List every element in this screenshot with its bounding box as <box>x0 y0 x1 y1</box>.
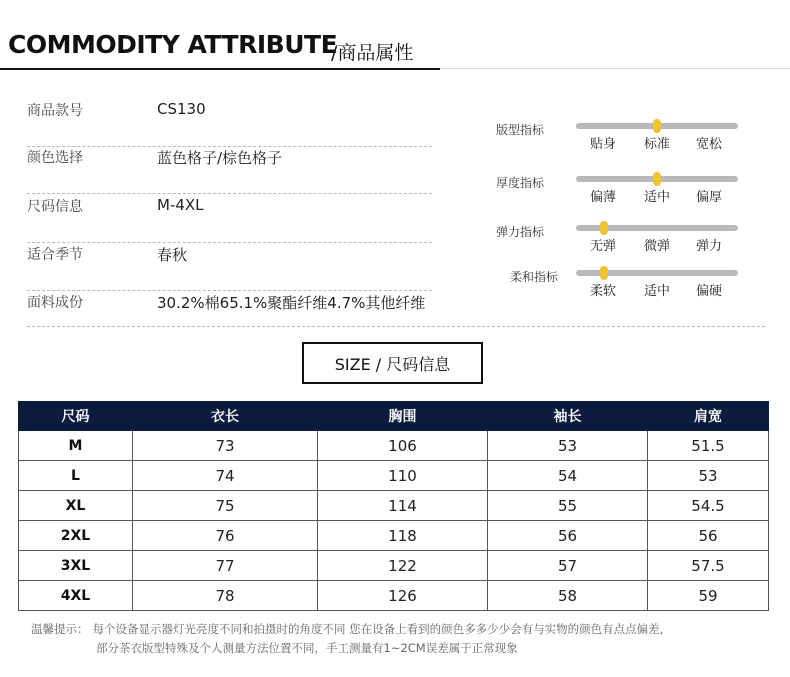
measurement-cell: 51.5 <box>648 431 769 461</box>
measurement-cell: 57.5 <box>648 551 769 581</box>
measurement-cell: 54 <box>488 461 648 491</box>
measurement-cell: 55 <box>488 491 648 521</box>
measurement-cell: 118 <box>318 521 488 551</box>
attribute-row <box>27 196 432 243</box>
title-underline <box>0 68 440 70</box>
measurement-cell: 53 <box>488 431 648 461</box>
measurement-cell: 53 <box>648 461 769 491</box>
attribute-value: M-4XL <box>157 196 204 214</box>
indicator-knob <box>653 172 661 186</box>
column-header: 袖长 <box>488 402 648 431</box>
indicator-option: 适中 <box>644 284 671 299</box>
size-cell: 4XL <box>19 581 133 611</box>
size-cell: 2XL <box>19 521 133 551</box>
attribute-label: 尺码信息 <box>27 199 83 215</box>
indicator-option: 偏硬 <box>696 284 723 299</box>
column-header: 衣长 <box>133 402 318 431</box>
size-cell: L <box>19 461 133 491</box>
measurement-cell: 77 <box>133 551 318 581</box>
measurement-cell: 110 <box>318 461 488 491</box>
size-section-title: SIZE / 尺码信息 <box>302 342 483 384</box>
tip-line-2: 部分茶衣版型特殊及个人测量方法位置不同，手工测量有1~2CM误差属于正常现象 <box>96 641 518 655</box>
attribute-label: 商品款号 <box>27 103 83 119</box>
column-header: 肩宽 <box>648 402 769 431</box>
measurement-cell: 73 <box>133 431 318 461</box>
column-header: 尺码 <box>19 402 133 431</box>
measurement-cell: 122 <box>318 551 488 581</box>
column-header: 胸围 <box>318 402 488 431</box>
measurement-cell: 78 <box>133 581 318 611</box>
table-row <box>19 521 769 551</box>
measurement-cell: 58 <box>488 581 648 611</box>
attribute-label: 面料成份 <box>27 295 83 311</box>
attribute-value: 蓝色格子/棕色格子 <box>157 149 283 167</box>
measurement-cell: 106 <box>318 431 488 461</box>
indicator-knob <box>653 119 661 133</box>
tip-text: 每个设备显示器灯光亮度不同和拍摄时的角度不同 您在设备上看到的颜色多多少少会有与实物的颜色有点点偏差, <box>92 622 664 636</box>
indicator-label: 版型指标 <box>496 123 545 137</box>
attribute-value: 春秋 <box>157 246 188 264</box>
indicator-option: 弹力 <box>696 239 723 254</box>
section-title-en: COMMODITY ATTRIBUTE <box>8 30 338 59</box>
table-header-row <box>19 402 769 431</box>
indicator-option: 无弹 <box>590 239 617 254</box>
attribute-label: 适合季节 <box>27 247 83 263</box>
measurement-cell: 126 <box>318 581 488 611</box>
size-cell: XL <box>19 491 133 521</box>
table-row <box>19 461 769 491</box>
indicator-option: 宽松 <box>696 137 723 152</box>
section-divider <box>27 326 765 327</box>
attribute-row <box>27 147 432 194</box>
indicator-knob <box>600 221 608 235</box>
indicator-option: 微弹 <box>644 239 671 254</box>
tip-line-1 <box>31 621 663 637</box>
measurement-cell: 76 <box>133 521 318 551</box>
measurement-cell: 56 <box>648 521 769 551</box>
attribute-value: 30.2%棉65.1%聚酯纤维4.7%其他纤维 <box>157 294 426 312</box>
attribute-row <box>27 100 432 147</box>
measurement-cell: 56 <box>488 521 648 551</box>
measurement-cell: 114 <box>318 491 488 521</box>
indicator-label: 厚度指标 <box>496 176 545 190</box>
measurement-cell: 59 <box>648 581 769 611</box>
indicator-option: 偏厚 <box>696 190 723 205</box>
indicator-option: 贴身 <box>590 137 617 152</box>
size-table <box>18 401 769 611</box>
attribute-row <box>27 244 432 291</box>
measurement-cell: 54.5 <box>648 491 769 521</box>
size-cell: M <box>19 431 133 461</box>
indicator-option: 柔软 <box>590 284 617 299</box>
measurement-cell: 57 <box>488 551 648 581</box>
table-row <box>19 431 769 461</box>
tip-label: 温馨提示： <box>31 622 89 636</box>
table-row <box>19 551 769 581</box>
attribute-row <box>27 292 432 338</box>
section-title-cn: /商品属性 <box>331 42 414 64</box>
indicator-label: 柔和指标 <box>510 270 559 284</box>
indicator-option: 偏薄 <box>590 190 617 205</box>
measurement-cell: 74 <box>133 461 318 491</box>
measurement-cell: 75 <box>133 491 318 521</box>
table-row <box>19 581 769 611</box>
size-cell: 3XL <box>19 551 133 581</box>
indicator-label: 弹力指标 <box>496 225 545 239</box>
indicator-option: 适中 <box>644 190 671 205</box>
attribute-value: CS130 <box>157 100 206 118</box>
attribute-label: 颜色选择 <box>27 150 83 166</box>
title-underline-light <box>440 68 790 69</box>
table-row <box>19 491 769 521</box>
indicator-knob <box>600 266 608 280</box>
indicator-option: 标准 <box>644 137 671 152</box>
